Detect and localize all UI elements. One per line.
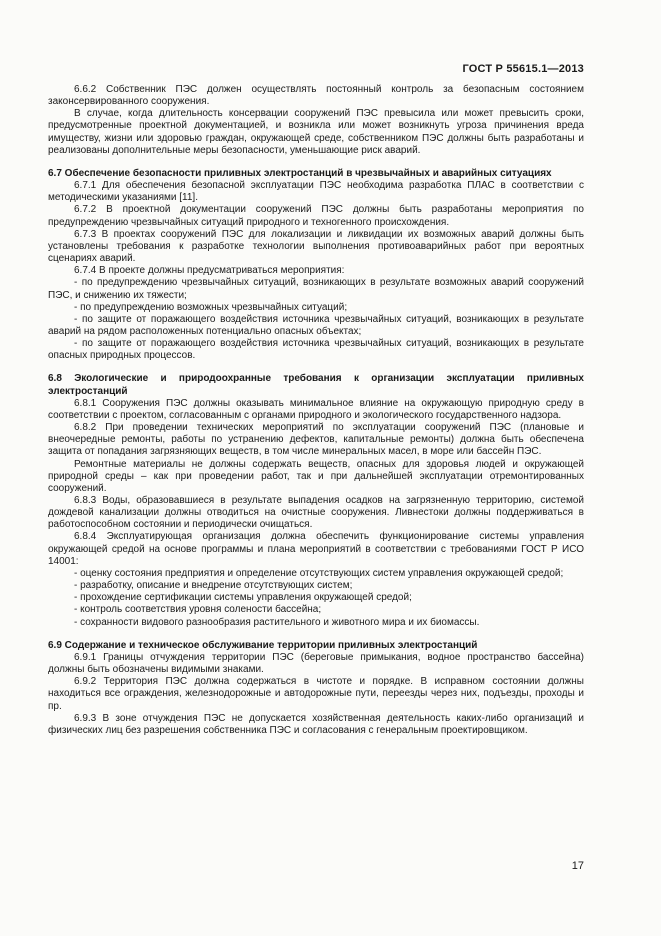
- paragraph: 6.7.2 В проектной документации сооружений ПЭС должны быть разработаны мероприятия по предупреждению чрезвычайных ситуаций природного и техногенного происхождения.: [48, 204, 584, 228]
- section-gap: [48, 629, 584, 640]
- paragraph: 6.6.2 Собственник ПЭС должен осуществлять постоянный контроль за безопасным состоянием законсервированного сооружения.: [48, 84, 584, 108]
- paragraph: 6.8.3 Воды, образовавшиеся в результате выпадения осадков на загрязненную территорию, системой дождевой канализации должны отводиться на очистные сооружения. Ливнестоки должны поддерживаться в работоспособном состоянии и периодически очищаться.: [48, 495, 584, 531]
- section-heading: 6.8 Экологические и природоохранные требования к организации эксплуатации приливных электростанций: [48, 373, 584, 397]
- section-heading: 6.9 Содержание и техническое обслуживание территории приливных электростанций: [48, 639, 478, 651]
- page-number: 17: [571, 860, 584, 872]
- paragraph: 6.8.4 Эксплуатирующая организация должна обеспечить функционирование системы управления окружающей средой на основе программы и плана мероприятий в соответствии с требованиями ГОСТ Р ИСО 14001:: [48, 531, 584, 567]
- paragraph: 6.9.1 Границы отчуждения территории ПЭС (береговые примыкания, водное пространство бассейна) должны быть обозначены видимыми знаками.: [48, 651, 584, 676]
- paragraph: 6.7.1 Для обеспечения безопасной эксплуатации ПЭС необходима разработка ПЛАС в соответствии с методическими указаниями [11].: [48, 180, 584, 204]
- paragraph: 6.9.3 В зоне отчуждения ПЭС не допускается хозяйственная деятельность каких-либо организаций и физических лиц без разрешения собственника ПЭС и согласования с генеральным проектировщиком.: [48, 712, 584, 736]
- section-gap: [48, 157, 584, 168]
- section-gap: [48, 362, 584, 373]
- paragraph: 6.7.4 В проекте должны предусматриваться мероприятия:: [74, 265, 345, 277]
- paragraph: - по защите от поражающего воздействия источника чрезвычайных ситуаций, возникающих в результате аварий на рядом расположенных потенциально опасных объектах;: [48, 313, 584, 337]
- paragraph: В случае, когда длительность консервации сооружений ПЭС превысила или может превысить сроки, предусмотренные проектной документацией, и возникла или может возникнуть угроза причинения вреда имуществу, жизни или здоровью граждан, окружающей среде, собственником ПЭС должны быть разработаны и реализованы дополнительные меры безопасности, уменьшающие риск аварий.: [48, 108, 584, 156]
- paragraph: - по предупреждению возможных чрезвычайных ситуаций;: [74, 301, 348, 313]
- paragraph: Ремонтные материалы не должны содержать веществ, опасных для здоровья людей и окружающей природной среды – как при проведении работ, так и при дальнейшей эксплуатации отремонтированных сооружений.: [48, 458, 584, 494]
- standard-header: ГОСТ Р 55615.1—2013: [462, 63, 584, 75]
- paragraph: - оценку состояния предприятия и определение отсутствующих систем управления окружающей средой;: [74, 567, 564, 579]
- paragraph: 6.8.1 Сооружения ПЭС должны оказывать минимальное влияние на окружающую природную среду в соответствии с проектом, согласованным с органами природного и экологического государственного надзора.: [48, 397, 584, 421]
- document-body: [48, 84, 584, 737]
- paragraph: - прохождение сертификации системы управления окружающей средой;: [74, 592, 412, 604]
- paragraph: 6.9.2 Территория ПЭС должна содержаться в чистоте и порядке. В исправном состоянии должны находиться все ограждения, железнодорожные и автодорожные пути, переезды через них, подъезды, проходы и пр.: [48, 676, 584, 712]
- section-heading: 6.7 Обеспечение безопасности приливных электростанций в чрезвычайных и аварийных ситуациях: [48, 167, 552, 179]
- paragraph: 6.7.3 В проектах сооружений ПЭС для локализации и ликвидации их возможных аварий должны быть установлены требования к разработке технологии выполнения противоаварийных работ при вероятных сценариях аварий.: [48, 228, 584, 265]
- paragraph: - разработку, описание и внедрение отсутствующих систем;: [74, 580, 353, 592]
- paragraph: - по защите от поражающего воздействия источника чрезвычайных ситуаций, возникающих в результате опасных природных процессов.: [48, 338, 584, 362]
- paragraph: - контроль соответствия уровня солености бассейна;: [74, 604, 322, 616]
- paragraph: 6.8.2 При проведении технических мероприятий по эксплуатации сооружений ПЭС (плановые и внеочередные ремонты, работы по устранению дефектов, капитальные ремонты) должна быть обеспечена защита от попадания загрязняющих веществ, в том числе минеральных масел, в море или бассейн ПЭС.: [48, 422, 584, 458]
- paragraph: - по предупреждению чрезвычайных ситуаций, возникающих в результате возможных аварий сооружений ПЭС, и снижению их тяжести;: [48, 277, 584, 301]
- paragraph: - сохранности видового разнообразия растительного и животного мира и их биомассы.: [74, 616, 480, 628]
